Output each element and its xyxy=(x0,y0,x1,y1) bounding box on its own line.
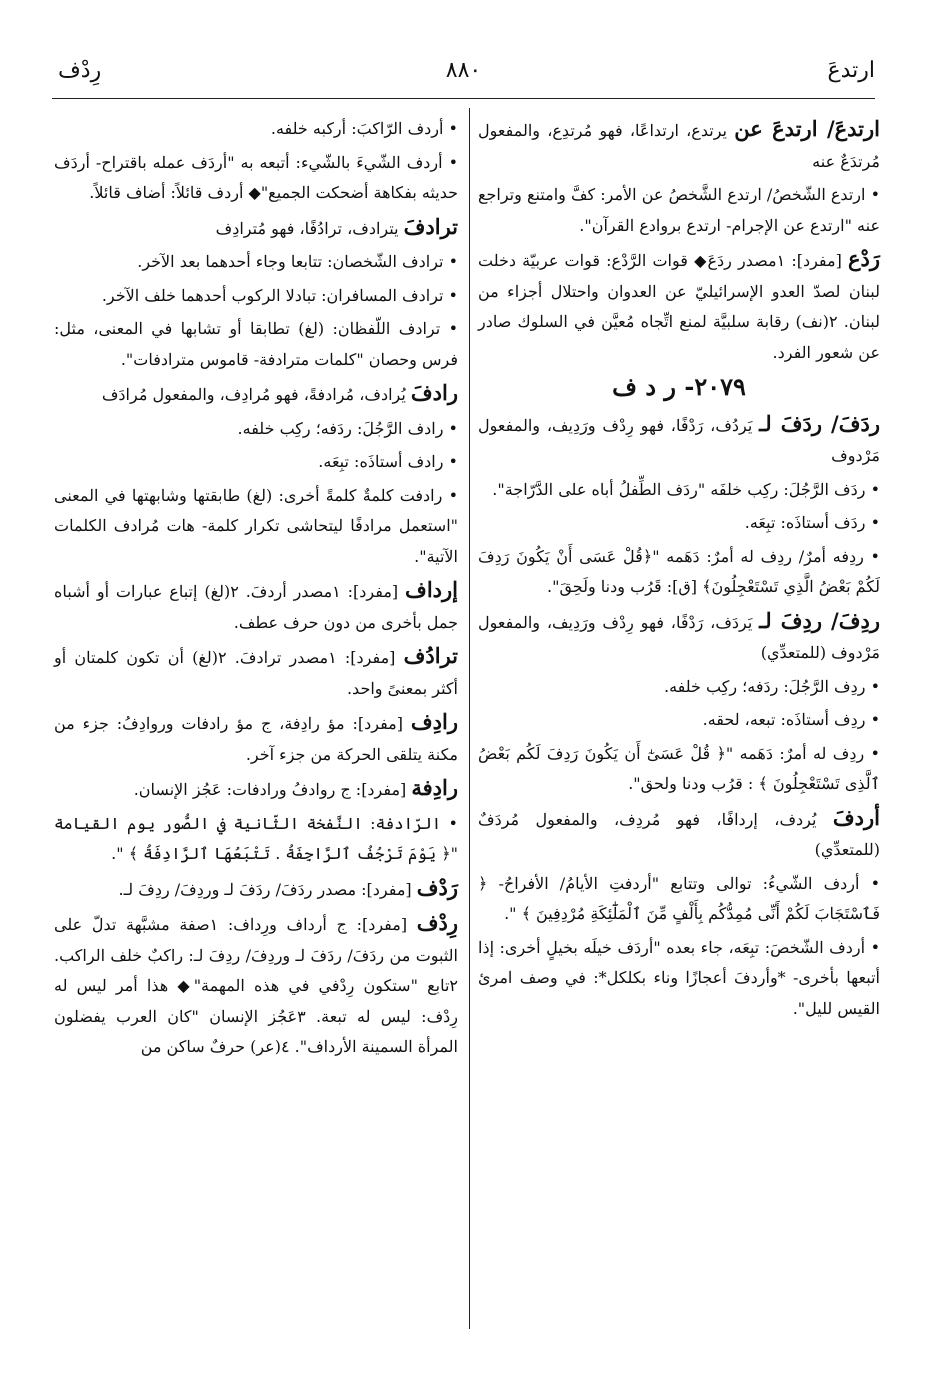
headword: رَدْف xyxy=(416,874,458,900)
sense-item xyxy=(54,281,458,312)
header-divider xyxy=(52,98,875,99)
definition-text: يَردُف، رَدْفًا، فهو رِدْف ورَدِيف، والمفعول مَرْدوف xyxy=(478,415,880,465)
definition-text: • أردف الشّخصَ: تبِعَه، جاء بعده "أردَف خيلَه بخيلٍ أخرى: إذا أتبعها بأخرى- *وأردفَ أعجازًا وناء بكلكل*: في وصف امرئ القيس لليل". xyxy=(478,937,880,1018)
sense-item xyxy=(478,542,880,603)
headword: أردفَ xyxy=(832,804,880,830)
definition-text: • أردف الشّيءُ: توالى وتتابع "أردفتِ الأيامُ/ الأفراحُ- ﴿ فَٱسْتَجَابَ لَكُمْ أَنِّى مُمِدُّكُم بِأَلْفٍ مِّنَ ٱلْمَلَٰٓئِكَةِ مُرْدِفِينَ ﴾ ". xyxy=(478,873,880,923)
dictionary-entry xyxy=(54,873,458,906)
sense-item xyxy=(54,247,458,278)
dictionary-entry xyxy=(54,575,458,638)
headword: رادفَ xyxy=(410,380,458,405)
headword: ردِفَ/ ردِفَ لـ xyxy=(759,607,880,633)
headword: ردَفَ/ ردَفَ لـ xyxy=(759,410,880,436)
definition-text: • الرّادفة: النَّفخة الثّانية في الصُّور يوم القيامة "﴿ يَوْمَ تَرْجُفُ ٱلرَّاجِفَةُ . تَتْبَعُهَا ٱلرَّادِفَةُ ﴾ ". xyxy=(54,813,458,863)
dictionary-entry xyxy=(478,803,880,866)
sense-item xyxy=(478,933,880,1025)
dictionary-entry xyxy=(478,114,880,177)
definition-text: • ردِفه أمرٌ/ ردِف له أمرٌ: دَهَمه "﴿قُلْ عَسَى أَنْ يَكُونَ رَدِفَ لَكُمْ بَعْضُ الَّذِي تَسْتَعْجِلُونَ﴾ [ق]: قَرُب ودنا ولَحِقَ". xyxy=(478,546,880,596)
column-divider xyxy=(469,108,470,1329)
sense-item xyxy=(478,672,880,703)
definition-text: • ردِف أستاذَه: تبعه، لحقه. xyxy=(702,710,880,729)
sense-item xyxy=(54,447,458,478)
definition-text: يُردف، إردافًا، فهو مُردِف، والمفعول مُردَفٌ (للمتعدِّي) xyxy=(478,809,880,859)
headword: إرداف xyxy=(405,577,458,602)
headword: ترادفَ xyxy=(403,213,458,239)
sense-item xyxy=(478,508,880,539)
definition-text: • ردِف له أمرٌ: دَهَمه "﴿ قُلْ عَسَىٰٓ أَن يَكُونَ رَدِفَ لَكُم بَعْضُ ٱلَّذِى تَسْتَعْجِلُونَ ﴾ : قرُب ودنا ولحق". xyxy=(478,743,880,793)
definition-text: • أردف الرّاكبَ: أركبه خلفه. xyxy=(270,119,458,138)
definition-text: • رادف أستاذَه: تبِعَه. xyxy=(318,452,458,471)
dictionary-entry xyxy=(54,707,458,770)
definition-text: [مفرد]: ١مصدر أردفَ. ٢(لغ) إتباع عبارات أو أشباه جمل بأخرى من دون حرف عطف. xyxy=(54,582,458,632)
dictionary-entry xyxy=(54,212,458,245)
page-number: ٨٨٠ xyxy=(445,58,482,83)
definition-text: [مفرد]: مصدر ردَفَ/ ردَفَ لـ وردِفَ/ ردِفَ لـ. xyxy=(118,879,417,899)
right-column xyxy=(478,114,880,1027)
definition-text: • رادف الرَّجُلَ: ردَفه؛ ركِب خلفه. xyxy=(237,418,458,438)
definition-text: [مفرد]: ج أرداف ورِداف: ١صفة مشبَّهة تدلّ على الثبوت من ردَفَ/ ردَفَ لـ وردِفَ/ ردِفَ لـ: راكبٌ خلف الراكب. ٢تابع "ستكون رِدْفي في هذه المهمة"◆ هذا أمر ليس له رِدْف: ليس له تبعة. ٣عَجُز الإنسان "كان العرب يفضلون المرأة السمينة الأرداف". ٤(عر) حرفٌ ساكن من xyxy=(54,915,458,1056)
headword: رِدْف xyxy=(416,910,459,935)
dictionary-entry xyxy=(54,773,458,806)
sense-item xyxy=(478,705,880,736)
definition-text: [مفرد]: مؤ رادِفة، ج مؤ رادفات وروادِفُ: جزء من مكنة يتلقى الحركة من جزء آخر. xyxy=(54,714,458,764)
definition-text: [مفرد]: ١مصدر ردَعَ◆ قوات الرَّدْع: قوات عربيّة دخلت لبنان لصدّ العدو الإسرائيليّ عن العدوان واحتلال أجزاء من لبنان. ٢(نف) رقابة سلبيَّة لمنع اتِّجاه مُعيَّن في السلوك صادر عن شعور الفرد. xyxy=(478,251,881,362)
dictionary-entry xyxy=(54,378,458,411)
root-heading: ٢٠٧٩- ر د ف xyxy=(612,372,746,401)
sense-item xyxy=(54,114,458,145)
left-column xyxy=(54,114,458,1066)
dictionary-entry xyxy=(54,641,458,704)
definition-text: • ارتدع الشّخصُ/ ارتدع الشَّخصُ عن الأمر: كفَّ وامتنع وتراجع عنه "ارتدع عن الإجرام- ارتدع بروادع القرآن". xyxy=(478,185,880,235)
header-first-word: ارتدعَ xyxy=(827,58,875,83)
sense-item xyxy=(478,475,880,506)
definition-text: • ردَف الرَّجُلَ: ركِب خلفَه "ردَف الطِّفلُ أباه على الدَّرّاجة". xyxy=(492,479,880,499)
header-last-word: رِدْف xyxy=(58,58,102,83)
headword: ترادُف xyxy=(403,643,458,668)
definition-text: [مفرد]: ١مصدر ترادفَ. ٢(لغ) أن تكون كلمتان أو أكثر بمعنىً واحد. xyxy=(54,648,458,698)
definition-text: • ترادف الشّخصان: تتابعا وجاء أحدهما بعد الآخر. xyxy=(137,252,458,271)
headword: ارتدعَ/ ارتدعَ عن xyxy=(734,116,881,141)
definition-text: يَردَف، رَدْفًا، فهو رِدْف ورَدِيف، والمفعول مَرْدوف (للمتعدِّي) xyxy=(478,612,880,662)
definition-text: • ترادف اللّفظان: (لغ) تطابقا أو تشابها في المعنى، مثل: فرس وحصان "كلمات مترادفة- قاموس مترادفات". xyxy=(54,319,458,369)
sense-item xyxy=(478,869,880,930)
page-header xyxy=(52,58,875,98)
sense-item xyxy=(54,809,458,870)
definition-text: • ردِف الرَّجُلَ: ردَفه؛ ركِب خلفه. xyxy=(663,676,880,696)
definition-text: • ردَف أستاذَه: تبِعَه. xyxy=(744,513,880,532)
dictionary-entry xyxy=(478,606,880,669)
definition-text: • أردف الشّيءَ بالشّيء: أتبعه به "أردَف عمله باقتراح- أردَف حديثه بفكاهة أضحكت الجميع"◆ أردف قائلاً: أضاف قائلاً. xyxy=(54,152,458,202)
dictionary-entry xyxy=(54,908,458,1063)
definition-text: يُرادف، مُرادفةً، فهو مُرادِف، والمفعول مُرادَف xyxy=(101,385,411,404)
definition-text: [مفرد]: ج روادفُ ورادفات: عَجُز الإنسان. xyxy=(133,780,412,799)
dictionary-entry xyxy=(478,244,880,368)
sense-item xyxy=(54,314,458,375)
definition-text: • ترادف المسافران: تبادلا الركوب أحدهما خلف الآخر. xyxy=(101,285,458,305)
headword: رادِفة xyxy=(411,775,458,800)
sense-item xyxy=(54,414,458,445)
dictionary-entry xyxy=(478,409,880,472)
headword: رَدْع xyxy=(847,246,880,271)
sense-item xyxy=(478,739,880,800)
sense-item xyxy=(54,148,458,209)
headword: رادِف xyxy=(410,709,458,734)
sense-item xyxy=(54,481,458,573)
definition-text: يرتدع، ارتداعًا، فهو مُرتدِع، والمفعول مُرتدَعٌ عنه xyxy=(478,121,880,171)
definition-text: يترادف، ترادُفًا، فهو مُترادِف xyxy=(215,218,404,238)
sense-item xyxy=(478,180,880,241)
definition-text: • رادفت كلمةٌ كلمةً أخرى: (لغ) طابقتها وشابهتها في المعنى "استعمل مرادفًا ليتحاشى تكرار كلمة- هات مُرادف الكلمات الآتية". xyxy=(54,485,459,566)
